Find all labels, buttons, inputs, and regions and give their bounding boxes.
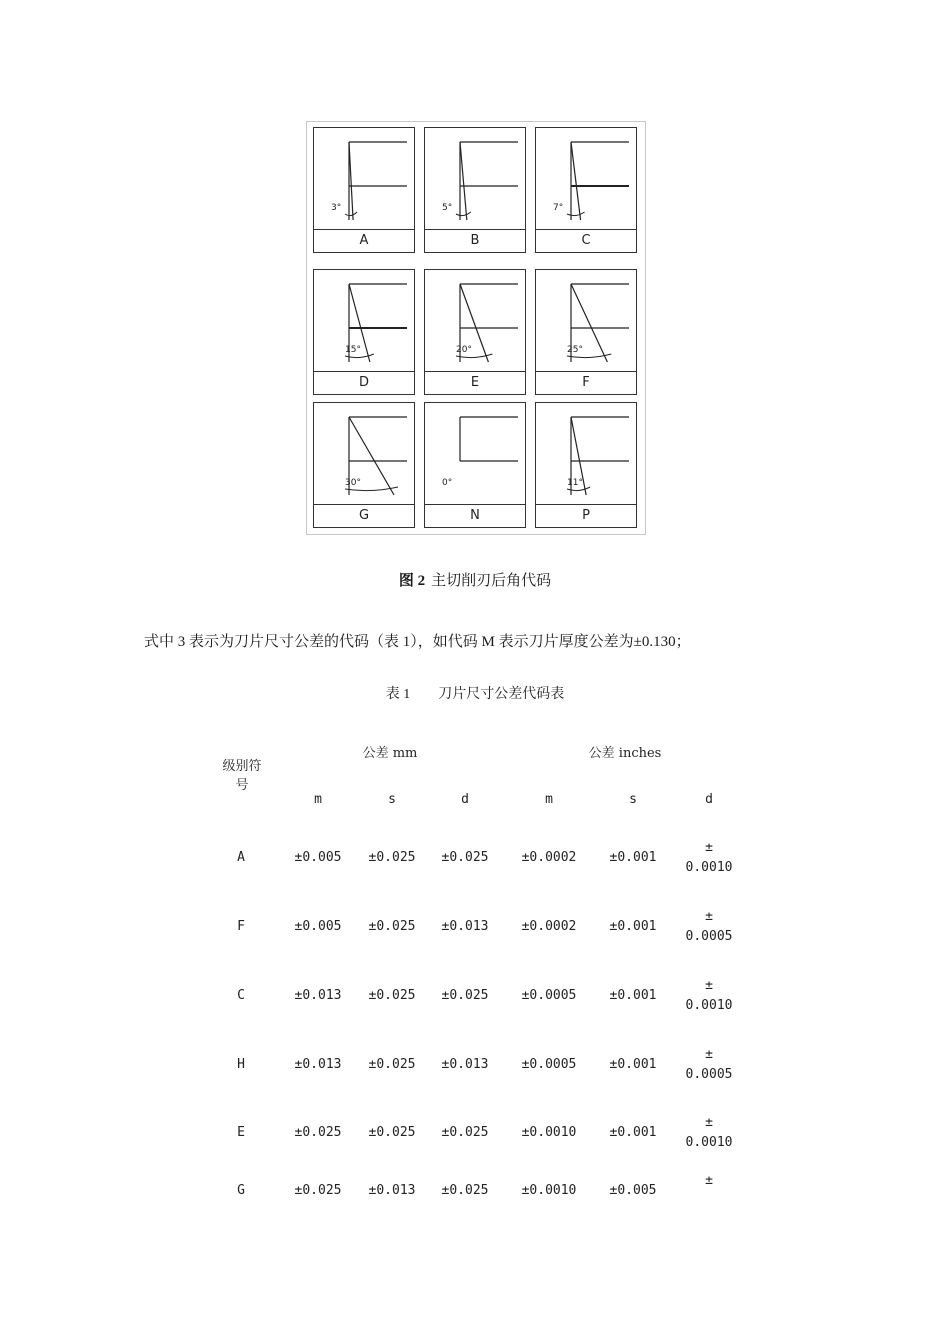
angle-label: 5° (442, 203, 453, 213)
grade-symbol-cell: F (237, 919, 245, 934)
angle-code-label: B (425, 229, 525, 252)
tolerance-mm-cell: ±0.013 (441, 1057, 489, 1072)
table-title-text: 刀片尺寸公差代码表 (438, 687, 565, 702)
header-subcolumn: d (461, 792, 469, 807)
tolerance-inch-cell: ±0.005 (609, 1183, 657, 1198)
tolerance-inch-cell: ±0.001 (609, 1125, 657, 1140)
angle-code-label: A (314, 229, 414, 252)
angle-code-label: C (536, 229, 636, 252)
angle-label: 11° (567, 478, 583, 488)
header-subcolumn: d (705, 792, 713, 807)
tolerance-mm-cell: ±0.025 (368, 988, 416, 1003)
tolerance-inch-d-sign: ± (705, 909, 713, 924)
tolerance-inch-cell: ±0.0002 (521, 850, 577, 865)
header-mm-group: 公差 mm (362, 746, 418, 761)
header-subcolumn: m (545, 792, 553, 807)
tolerance-inch-cell: ±0.001 (609, 850, 657, 865)
tolerance-mm-cell: ±0.005 (294, 919, 342, 934)
tolerance-inch-cell: ±0.0005 (521, 988, 577, 1003)
tolerance-inch-cell: ±0.0002 (521, 919, 577, 934)
angle-label: 15° (345, 345, 361, 355)
tolerance-mm-cell: ±0.025 (368, 850, 416, 865)
tolerance-mm-cell: ±0.005 (294, 850, 342, 865)
tolerance-inch-d-value: 0.0010 (685, 1135, 733, 1150)
header-subcolumn: m (314, 792, 322, 807)
angle-label: 0° (442, 478, 453, 488)
header-grade-symbol-line1: 级别符 (222, 759, 262, 774)
angle-label: 25° (567, 345, 583, 355)
tolerance-inch-d-sign: ± (705, 978, 713, 993)
header-grade-symbol (210, 755, 274, 793)
tolerance-mm-cell: ±0.025 (368, 1125, 416, 1140)
grade-symbol-cell: C (237, 988, 245, 1003)
tolerance-mm-cell: ±0.025 (441, 988, 489, 1003)
tolerance-mm-cell: ±0.025 (294, 1125, 342, 1140)
angle-code-label: D (314, 371, 414, 394)
grade-symbol-cell: G (237, 1183, 245, 1198)
header-grade-symbol-line2: 号 (235, 778, 249, 793)
tolerance-mm-cell: ±0.025 (441, 1183, 489, 1198)
header-subcolumn: s (388, 792, 396, 807)
tolerance-inch-cell: ±0.001 (609, 919, 657, 934)
grade-symbol-cell: E (237, 1125, 245, 1140)
angle-code-label: E (425, 371, 525, 394)
angle-label: 7° (553, 203, 564, 213)
tolerance-inch-cell: ±0.001 (609, 1057, 657, 1072)
tolerance-mm-cell: ±0.025 (441, 1125, 489, 1140)
tolerance-inch-cell: ±0.0010 (521, 1125, 577, 1140)
tolerance-inch-d-sign: ± (705, 1173, 713, 1188)
tolerance-mm-cell: ±0.013 (441, 919, 489, 934)
tolerance-inch-d-value: 0.0010 (685, 998, 733, 1013)
tolerance-mm-cell: ±0.025 (441, 850, 489, 865)
tolerance-inch-d-sign: ± (705, 1047, 713, 1062)
tolerance-inch-cell: ±0.001 (609, 988, 657, 1003)
tolerance-inch-d-sign: ± (705, 840, 713, 855)
header-subcolumn: s (629, 792, 637, 807)
tolerance-mm-cell: ±0.013 (368, 1183, 416, 1198)
figure-caption-prefix: 图 2 (398, 573, 426, 589)
figure-caption-text: 主切削刃后角代码 (431, 573, 552, 589)
tolerance-mm-cell: ±0.025 (368, 1057, 416, 1072)
angle-code-label: N (425, 504, 525, 527)
angle-label: 20° (456, 345, 472, 355)
tolerance-mm-cell: ±0.025 (294, 1183, 342, 1198)
tolerance-mm-cell: ±0.025 (368, 919, 416, 934)
tolerance-inch-d-value: 0.0005 (685, 1067, 733, 1082)
angle-code-label: G (314, 504, 414, 527)
angle-code-label: F (536, 371, 636, 394)
angle-label: 30° (345, 478, 361, 488)
tolerance-mm-cell: ±0.013 (294, 1057, 342, 1072)
angle-code-label: P (536, 504, 636, 527)
header-inch-group: 公差 inches (588, 746, 662, 761)
angle-label: 3° (331, 203, 342, 213)
grade-symbol-cell: A (237, 850, 245, 865)
tolerance-mm-cell: ±0.013 (294, 988, 342, 1003)
body-paragraph: 式中 3 表示为刀片尺寸公差的代码（表 1），如代码 M 表示刀片厚度公差为±0.130； (144, 634, 691, 650)
tolerance-inch-d-value: 0.0010 (685, 860, 733, 875)
tolerance-inch-d-sign: ± (705, 1115, 713, 1130)
tolerance-inch-d-value: 0.0005 (685, 929, 733, 944)
tolerance-inch-cell: ±0.0010 (521, 1183, 577, 1198)
table-title-prefix: 表 1 (385, 687, 411, 702)
grade-symbol-cell: H (237, 1057, 245, 1072)
tolerance-inch-cell: ±0.0005 (521, 1057, 577, 1072)
